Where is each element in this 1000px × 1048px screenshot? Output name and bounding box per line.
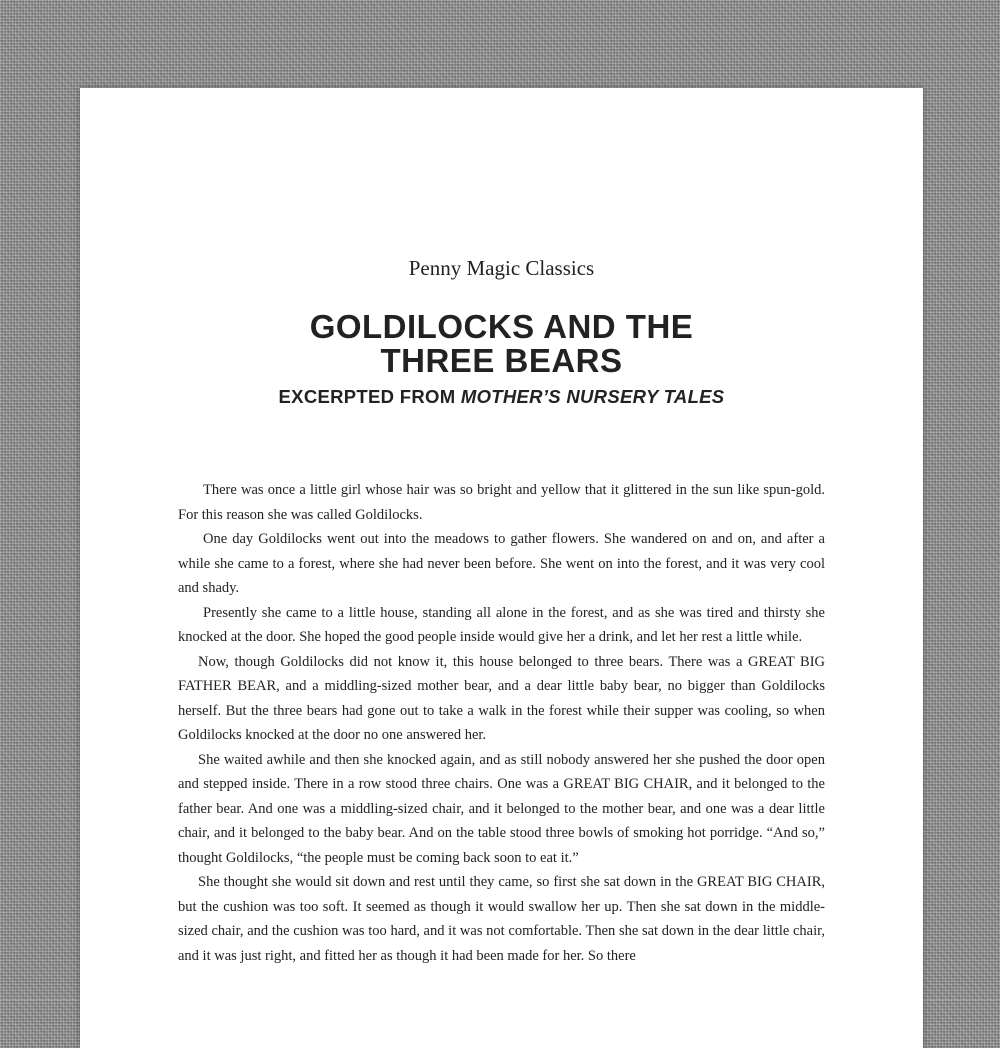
subtitle-source: MOTHER’S NURSERY TALES: [460, 386, 725, 407]
document-page: [80, 88, 923, 1048]
series-name: Penny Magic Classics: [408, 256, 595, 280]
paragraph: There was once a little girl whose hair was so bright and yellow that it glittered in the sun like spun-gold. For this reason she was called Goldilocks.: [178, 482, 825, 523]
title-line-1: GOLDILOCKS AND THE: [309, 308, 694, 345]
story-body: [178, 478, 825, 968]
title-line-2: THREE BEARS: [380, 342, 623, 379]
paragraph: Presently she came to a little house, standing all alone in the forest, and as she was tired and thirsty she knocked at the door. She hoped the good people inside would give her a drink, and let her rest a little while.: [178, 604, 825, 645]
paragraph: She waited awhile and then she knocked again, and as still nobody answered her she pushed the door open and stepped inside. There in a row stood three chairs. One was a GREAT BIG CHAIR, and it belonged to the father bear. And one was a middling-sized chair, and it belonged to the mother bear, and one was a dear little chair, and it belonged to the baby bear. And on the table stood three bowls of smoking hot porridge. “And so,” thought Goldilocks, “the people must be coming back soon to eat it.”: [178, 751, 825, 866]
story-subtitle: [80, 386, 923, 408]
subtitle-prefix: EXCERPTED FROM: [278, 386, 461, 407]
paragraph: One day Goldilocks went out into the meadows to gather flowers. She wandered on and on, and after a while she came to a forest, where she had never been before. She went on into the forest, and it was very cool and shady.: [178, 531, 825, 596]
story-title: [80, 310, 923, 378]
paragraph: Now, though Goldilocks did not know it, this house belonged to three bears. There was a GREAT BIG FATHER BEAR, and a middling-sized mother bear, and a dear little baby bear, no bigger than Goldilocks herself. But the three bears had gone out to take a walk in the forest while their supper was cooling, so when Goldilocks knocked at the door no one answered her.: [178, 653, 825, 743]
paragraph: She thought she would sit down and rest until they came, so first she sat down in the GREAT BIG CHAIR, but the cushion was too soft. It seemed as though it would swallow her up. Then she sat down in the middle-sized chair, and the cushion was too hard, and it was not comfortable. Then she sat down in the dear little chair, and it was just right, and fitted her as though it had been made for her. So there: [178, 874, 825, 964]
